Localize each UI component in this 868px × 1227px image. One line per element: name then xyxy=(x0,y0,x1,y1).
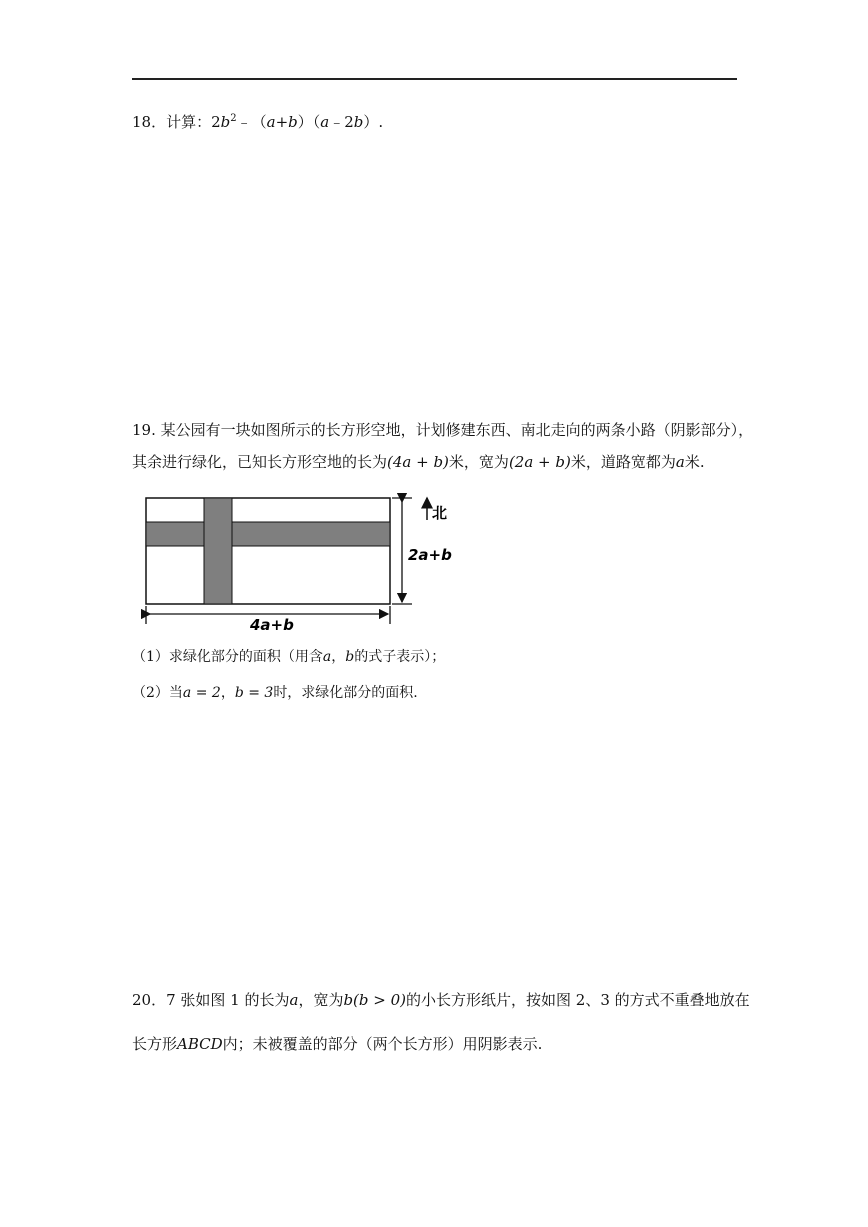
q18-text: ﹣2 xyxy=(329,113,354,131)
north-south-road xyxy=(204,498,232,604)
q20-var-a: a xyxy=(289,991,299,1009)
q20-rect-name: ABCD xyxy=(177,1035,223,1053)
q18-text: ）. xyxy=(363,113,384,131)
q20-text: 20．7 张如图 1 的长为 xyxy=(132,991,290,1009)
q19-b-value: b = 3 xyxy=(234,685,274,701)
height-label: 2a+b xyxy=(408,546,452,564)
q18-text: ﹣（ xyxy=(236,113,267,131)
q19-length-expr: (4a + b) xyxy=(387,453,449,471)
width-label: 4a+b xyxy=(250,616,294,634)
question-19-line-2 xyxy=(132,452,705,472)
q18-exponent: 2 xyxy=(230,113,237,124)
q19-road-var: a xyxy=(675,453,685,471)
q18-text: ）（ xyxy=(297,113,321,131)
q19-a-value: a = 2 xyxy=(182,685,221,701)
east-west-road xyxy=(146,522,390,546)
q18-var-b: b xyxy=(288,113,298,131)
park-figure xyxy=(140,490,460,640)
q19-width-expr: (2a + b) xyxy=(508,453,571,471)
q18-var-a: a xyxy=(320,113,330,131)
q19-text: 时，求绿化部分的面积. xyxy=(273,685,418,701)
question-19-part-1 xyxy=(132,647,445,667)
q20-text: 内；未被覆盖的部分（两个长方形）用阴影表示. xyxy=(222,1035,543,1053)
q19-text: （2）当 xyxy=(132,685,183,701)
park-outline xyxy=(146,498,390,604)
q19-text: 其余进行绿化，已知长方形空地的长为 xyxy=(132,453,388,471)
q19-text: 米. xyxy=(684,453,705,471)
q18-var-a: a xyxy=(266,113,276,131)
q19-var-b: b xyxy=(345,649,355,665)
q19-var-a: a xyxy=(322,649,332,665)
q20-text: ，宽为 xyxy=(298,991,344,1009)
park-diagram xyxy=(140,490,460,640)
question-20-line-1 xyxy=(132,990,750,1010)
q20-b-expr: b(b > 0) xyxy=(343,991,407,1009)
q19-text: ， xyxy=(331,649,346,665)
q18-var-b: b xyxy=(220,113,231,131)
question-18 xyxy=(132,112,383,132)
q20-text: 长方形 xyxy=(132,1035,178,1053)
header-rule xyxy=(132,78,737,80)
question-19-part-2 xyxy=(132,683,418,703)
q19-text: 米，道路宽都为 xyxy=(570,453,676,471)
q18-var-b: b xyxy=(353,113,364,131)
north-label: 北 xyxy=(432,504,448,522)
q19-text: ， xyxy=(220,685,235,701)
q19-text: （1）求绿化部分的面积（用含 xyxy=(132,649,323,665)
q20-text: 的小长方形纸片，按如图 2、3 的方式不重叠地放在 xyxy=(406,991,750,1009)
q19-text: 米，宽为 xyxy=(448,453,509,471)
question-19-line-1: 19. 某公园有一块如图所示的长方形空地，计划修建东西、南北走向的两条小路（阴影部分）， xyxy=(132,421,754,439)
q18-prefix: 18．计算：2 xyxy=(132,113,221,131)
question-20-line-2 xyxy=(132,1034,542,1054)
q19-text: 的式子表示）； xyxy=(354,649,446,665)
q18-text: + xyxy=(275,113,289,131)
